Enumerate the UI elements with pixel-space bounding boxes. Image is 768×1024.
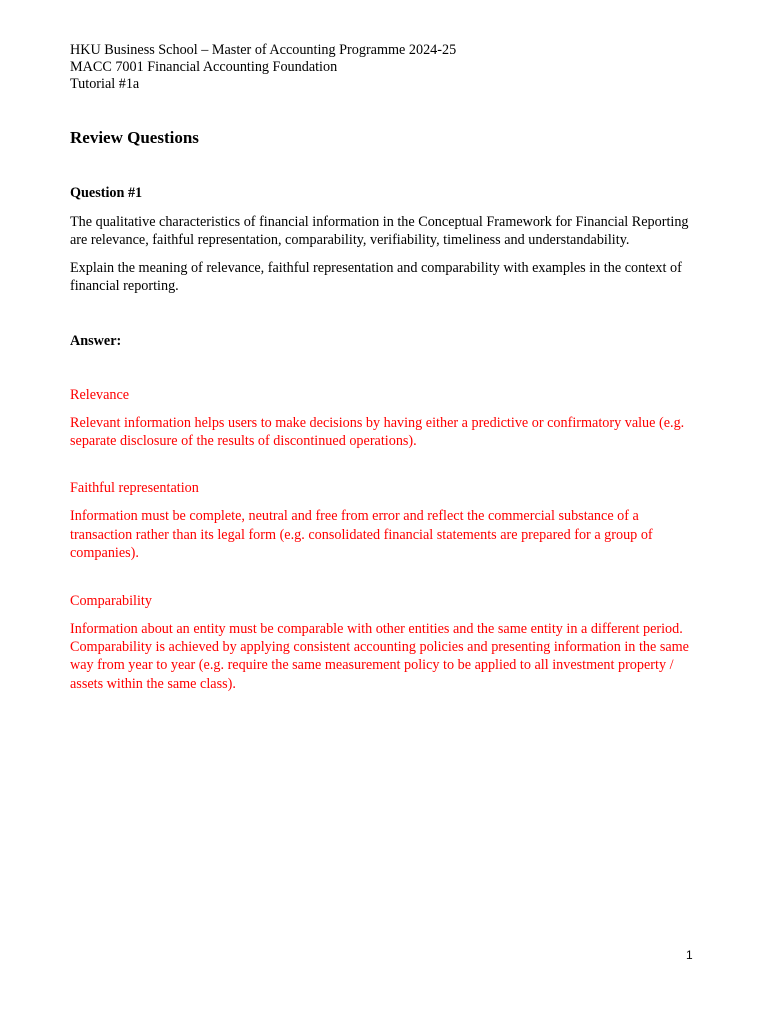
header-tutorial: Tutorial #1a <box>70 76 140 92</box>
question-paragraph-2: Explain the meaning of relevance, faithful representation and comparability with examples in the context of financial reporting. <box>70 259 682 295</box>
answer-heading: Relevance <box>70 386 130 403</box>
question-paragraph-1: The qualitative characteristics of financial information in the Conceptual Framework for Financial Reporting are relevance, faithful representation, comparability, verifiability, timeliness and understandability. <box>70 214 689 249</box>
answer-body: Information must be complete, neutral and free from error and reflect the commercial substance of a transaction rather than its legal form (e.g. consolidated financial statements are prepared for a group of companies). <box>70 508 653 562</box>
answer-body: Information about an entity must be comparable with other entities and the same entity in a different period. Comparability is achieved by applying consistent accounting policies and presenting information in the same way from year to year (e.g. require the same measurement policy to be applied to all investment property / assets within the same class). <box>70 620 689 692</box>
answer-item-comparability <box>70 593 700 694</box>
header-course: MACC 7001 Financial Accounting Foundation <box>70 59 338 75</box>
question-title: Question #1 <box>70 185 143 201</box>
document-page <box>70 42 700 693</box>
answer-item-relevance <box>70 387 700 451</box>
answer-heading: Faithful representation <box>70 480 199 497</box>
answer-item-faithful-representation <box>70 480 700 562</box>
answer-body: Relevant information helps users to make decisions by having either a predictive or confirmatory value (e.g. separate disclosure of the results of discontinued operations). <box>70 414 685 450</box>
section-title: Review Questions <box>70 128 199 147</box>
answer-heading: Comparability <box>70 592 152 609</box>
answer-label: Answer: <box>70 332 122 349</box>
header-programme: HKU Business School – Master of Accounting Programme 2024-25 <box>70 42 457 58</box>
page-number: 1 <box>686 948 693 962</box>
